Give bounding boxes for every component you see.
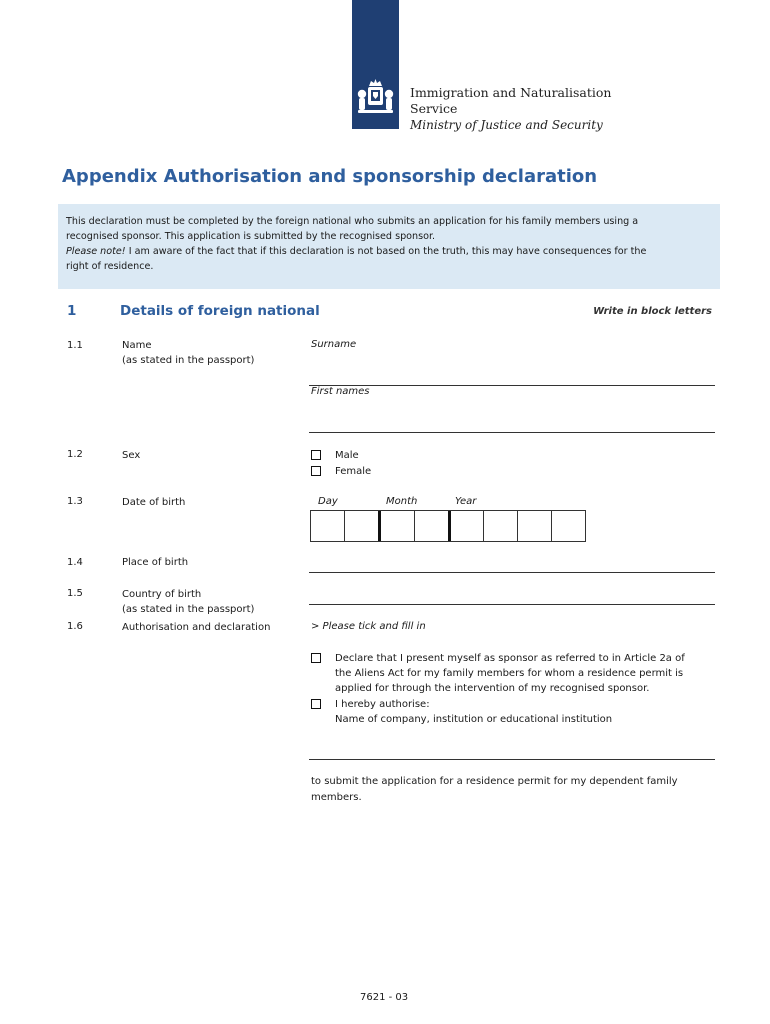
intro-line-3	[66, 244, 716, 259]
field-label-sex: Sex	[122, 450, 141, 461]
tick-instruction: > Please tick and fill in	[311, 621, 426, 632]
submit-application-text	[311, 774, 711, 806]
coat-of-arms-icon	[352, 0, 399, 129]
field-number-country: 1.5	[67, 588, 83, 599]
authorise-line-1: I hereby authorise:	[335, 699, 430, 710]
authorise-checkbox[interactable]	[311, 699, 321, 709]
section-title: Details of foreign national	[120, 303, 320, 319]
female-option-label: Female	[335, 466, 372, 477]
year-digit-3[interactable]	[518, 511, 552, 541]
year-digit-2[interactable]	[484, 511, 518, 541]
surname-input[interactable]	[309, 385, 715, 386]
company-name-input[interactable]	[309, 759, 715, 760]
place-of-birth-input[interactable]	[309, 572, 715, 573]
field-number-name: 1.1	[67, 340, 83, 351]
field-label-auth: Authorisation and declaration	[122, 622, 271, 633]
form-code: 7621 - 03	[360, 992, 409, 1003]
sponsor-declaration-text	[335, 651, 715, 696]
month-digit-1[interactable]	[381, 511, 415, 541]
field-sublabel-name: (as stated in the passport)	[122, 355, 255, 366]
declaration-line-1: Declare that I present myself as sponsor as referred to in Article 2a of	[335, 653, 685, 664]
field-label-country: Country of birth	[122, 589, 202, 600]
day-digit-1[interactable]	[311, 511, 345, 541]
male-checkbox[interactable]	[311, 450, 321, 460]
authorise-line-2: Name of company, institution or educational institution	[335, 714, 613, 725]
declaration-line-3: applied for through the intervention of my recognised sponsor.	[335, 683, 650, 694]
field-number-place: 1.4	[67, 557, 83, 568]
first-names-input[interactable]	[309, 432, 715, 433]
block-letters-hint: Write in block letters	[593, 306, 712, 317]
field-sublabel-country: (as stated in the passport)	[122, 604, 255, 615]
year-caption: Year	[455, 496, 477, 507]
female-checkbox[interactable]	[311, 466, 321, 476]
field-label-place: Place of birth	[122, 557, 189, 568]
section-number: 1	[67, 303, 77, 319]
male-option-label: Male	[335, 450, 359, 461]
intro-line-1: This declaration must be completed by the foreign national who submits an application for his family members using a	[66, 216, 639, 227]
year-digit-1[interactable]	[451, 511, 485, 541]
day-caption: Day	[318, 496, 338, 507]
note-text: I am aware of the fact that if this declaration is not based on the truth, this may have consequences for the	[125, 246, 647, 257]
document-title: Appendix Authorisation and sponsorship declaration	[62, 166, 598, 187]
intro-text	[66, 214, 716, 274]
government-logo-bar	[352, 0, 399, 129]
authorise-text	[335, 697, 715, 727]
field-number-dob: 1.3	[67, 496, 83, 507]
surname-caption: Surname	[311, 339, 357, 350]
ministry-name: Ministry of Justice and Security	[410, 118, 603, 132]
intro-line-2: recognised sponsor. This application is submitted by the recognised sponsor.	[66, 231, 436, 242]
field-label-dob: Date of birth	[122, 497, 186, 508]
sponsor-declaration-checkbox[interactable]	[311, 653, 321, 663]
note-label: Please note!	[66, 246, 126, 257]
field-number-sex: 1.2	[67, 449, 83, 460]
month-digit-2[interactable]	[415, 511, 451, 541]
day-digit-2[interactable]	[345, 511, 381, 541]
country-of-birth-input[interactable]	[309, 604, 715, 605]
submit-line-1: to submit the application for a residence permit for my dependent family	[311, 776, 678, 787]
month-caption: Month	[386, 496, 418, 507]
submit-line-2: members.	[311, 792, 362, 803]
year-digit-4[interactable]	[552, 511, 585, 541]
field-number-auth: 1.6	[67, 621, 83, 632]
intro-line-4: right of residence.	[66, 261, 154, 272]
organisation-name-line1: Immigration and Naturalisation	[410, 85, 612, 100]
organisation-name-line2: Service	[410, 101, 458, 116]
declaration-line-2: the Aliens Act for my family members for whom a residence permit is	[335, 668, 684, 679]
field-label-name: Name	[122, 340, 152, 351]
date-of-birth-boxes	[310, 510, 586, 542]
first-names-caption: First names	[311, 386, 370, 397]
